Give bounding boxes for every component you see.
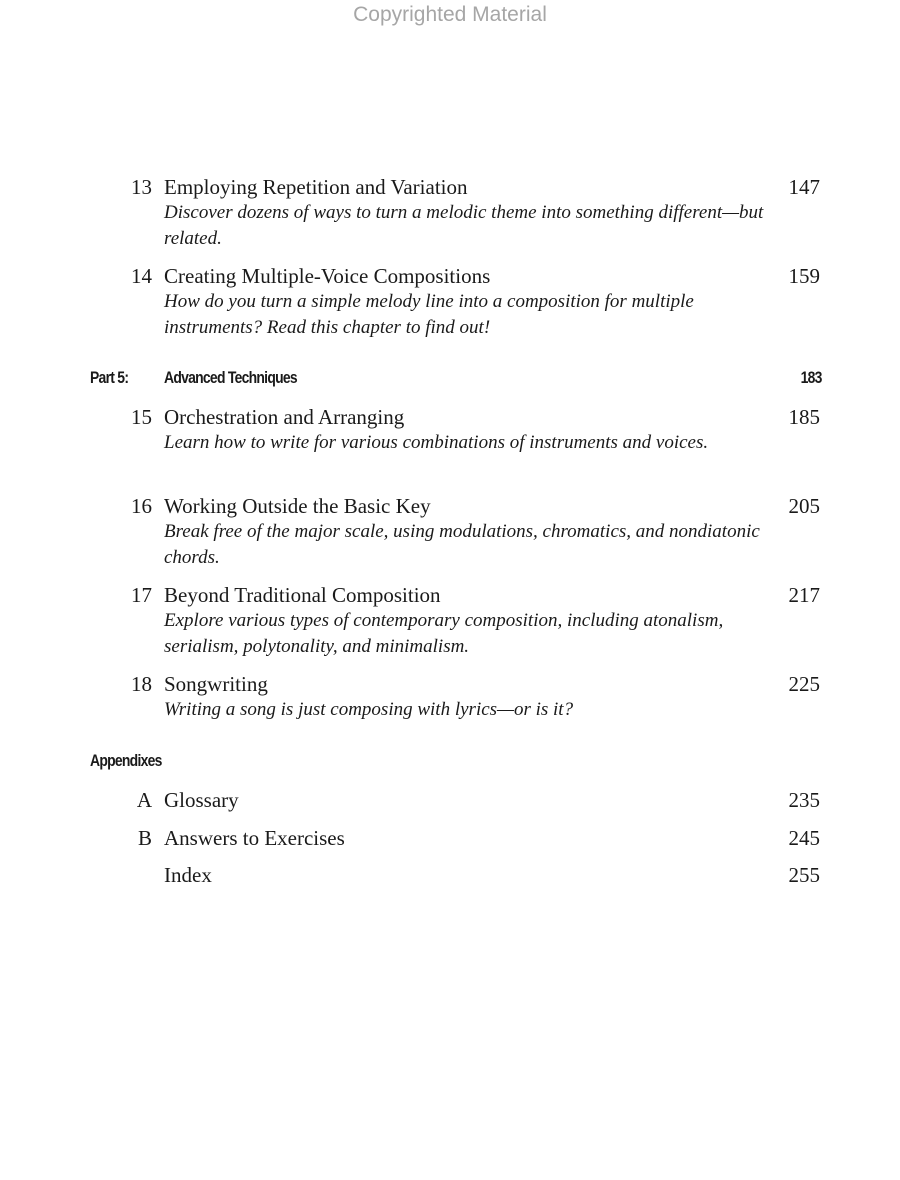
part-title[interactable]: Advanced Techniques xyxy=(164,368,297,387)
appendix-page-number: 245 xyxy=(788,826,820,850)
appendix-letter: A xyxy=(136,788,152,812)
chapter-number: 16 xyxy=(131,494,152,518)
chapter-description: Writing a song is just composing with lyrics—or is it? xyxy=(164,699,574,720)
chapter-description: How do you turn a simple melody line into a composition for multiple instruments? Read this chapter to find out! xyxy=(164,291,694,338)
chapter-page-number: 205 xyxy=(788,494,820,518)
appendix-letter: B xyxy=(137,826,152,850)
chapter-number: 15 xyxy=(131,405,152,429)
chapter-title[interactable]: Orchestration and Arranging xyxy=(164,405,405,429)
chapter-number: 18 xyxy=(131,672,152,696)
appendix-title[interactable]: Glossary xyxy=(164,788,239,812)
appendix-page-number: 235 xyxy=(788,788,820,812)
copyright-watermark: Copyrighted Material xyxy=(353,3,547,26)
chapter-number: 14 xyxy=(131,264,152,288)
chapter-title[interactable]: Songwriting xyxy=(164,672,268,696)
appendixes-heading: Appendixes xyxy=(90,751,162,770)
chapter-page-number: 185 xyxy=(788,405,820,429)
chapter-description: Discover dozens of ways to turn a melodic theme into something different—but related. xyxy=(164,202,764,249)
chapter-page-number: 147 xyxy=(788,175,820,199)
index-title[interactable]: Index xyxy=(164,863,212,887)
chapter-description: Learn how to write for various combinations of instruments and voices. xyxy=(164,432,709,453)
chapter-page-number: 159 xyxy=(788,264,820,288)
chapter-title[interactable]: Working Outside the Basic Key xyxy=(164,494,431,518)
part-label: Part 5: xyxy=(90,368,129,387)
chapter-page-number: 217 xyxy=(788,583,820,607)
chapter-number: 13 xyxy=(131,175,152,199)
appendix-title[interactable]: Answers to Exercises xyxy=(164,826,345,850)
chapter-page-number: 225 xyxy=(788,672,820,696)
chapter-title[interactable]: Creating Multiple-Voice Compositions xyxy=(164,264,491,288)
index-page-number: 255 xyxy=(788,863,820,887)
chapter-title[interactable]: Employing Repetition and Variation xyxy=(164,175,468,199)
chapter-title[interactable]: Beyond Traditional Composition xyxy=(164,583,441,607)
chapter-description: Explore various types of contemporary composition, including atonalism, serialism, polytonality, and minimalism. xyxy=(164,610,724,657)
chapter-description: Break free of the major scale, using modulations, chromatics, and nondiatonic chords. xyxy=(164,521,760,568)
part-page-number: 183 xyxy=(800,368,822,387)
chapter-number: 17 xyxy=(131,583,152,607)
